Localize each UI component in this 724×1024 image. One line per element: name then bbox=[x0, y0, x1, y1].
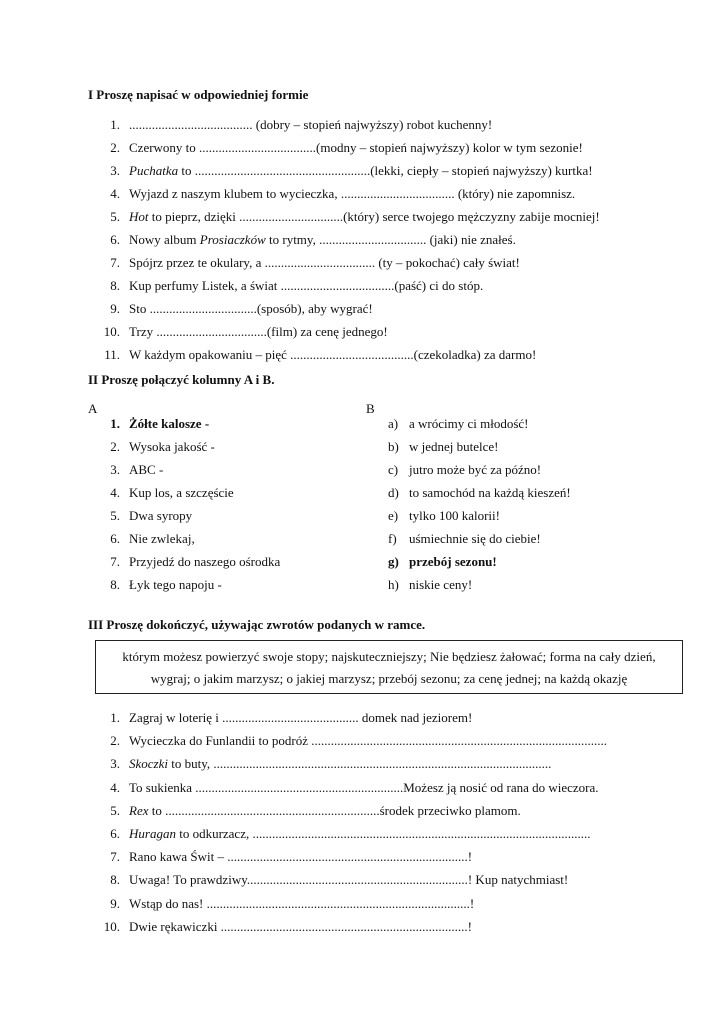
item-letter: a) bbox=[388, 416, 399, 431]
item-text: Wysoka jakość - bbox=[129, 439, 215, 454]
column-b-item bbox=[409, 577, 472, 593]
item-text: Rano kawa Świt – ..........................................................................! bbox=[129, 849, 473, 865]
section3-title: III Proszę dokończyć, używając zwrotów podanych w ramce. bbox=[88, 617, 426, 632]
section2-title: II Proszę połączyć kolumny A i B. bbox=[88, 372, 275, 387]
column-a-item bbox=[129, 577, 222, 593]
item-text: tylko 100 kalorii! bbox=[409, 508, 500, 523]
item-text: przebój sezonu! bbox=[409, 554, 497, 569]
item-text: Wycieczka do Funlandii to podróż ........................................................................................... bbox=[129, 733, 607, 749]
item-text: To sukienka ................................................................Możesz ją nosić od rana do wieczora. bbox=[129, 779, 599, 795]
item-text: to pieprz, dzięki ................................(który) serce twojego mężczyzny zabije mocniej! bbox=[148, 209, 600, 224]
item-number: 1. bbox=[110, 710, 120, 725]
item-text: Łyk tego napoju - bbox=[129, 577, 222, 592]
item-number: 10. bbox=[103, 324, 120, 339]
phrase-box bbox=[95, 640, 683, 694]
exercise-item bbox=[129, 209, 600, 225]
column-b-item bbox=[409, 485, 571, 501]
italic-brand-name: Skoczki bbox=[129, 756, 168, 772]
item-letter: e) bbox=[388, 508, 399, 523]
item-text: Kup perfumy Listek, a świat ...................................(paść) ci do stóp. bbox=[129, 278, 484, 293]
item-text: Przyjedź do naszego ośrodka bbox=[129, 554, 281, 569]
column-a-item bbox=[129, 554, 280, 570]
phrase-box-line-1: którym możesz powierzyć swoje stopy; najskuteczniejszy; Nie będziesz żałować; forma na cały dzień, bbox=[122, 649, 656, 664]
item-number: 4. bbox=[110, 485, 120, 500]
item-number: 4. bbox=[110, 186, 120, 201]
exercise-item bbox=[129, 826, 590, 842]
item-number: 3. bbox=[110, 756, 120, 772]
item-number: 9. bbox=[110, 895, 120, 911]
italic-brand-name: Rex bbox=[129, 802, 149, 818]
exercise-item bbox=[129, 710, 472, 726]
exercise-item bbox=[129, 117, 492, 133]
item-text: to samochód na każdą kieszeń! bbox=[409, 485, 571, 500]
exercise-item bbox=[129, 347, 536, 363]
item-number: 1. bbox=[110, 117, 120, 132]
column-a-item bbox=[129, 439, 215, 455]
item-number: 5. bbox=[110, 209, 120, 224]
italic-brand-name: Huragan bbox=[129, 826, 176, 841]
item-text: Nowy album bbox=[129, 232, 200, 247]
item-number: 8. bbox=[110, 577, 120, 592]
item-letter: h) bbox=[388, 577, 399, 592]
column-a-item bbox=[129, 416, 209, 432]
item-number: 7. bbox=[110, 849, 120, 865]
exercise-item bbox=[129, 803, 521, 819]
item-text: w jednej butelce! bbox=[409, 439, 499, 454]
item-number: 6. bbox=[110, 232, 120, 247]
column-b-item bbox=[409, 416, 529, 432]
column-b-item bbox=[409, 508, 500, 524]
exercise-item bbox=[129, 733, 607, 749]
phrase-box-line-2: wygraj; o jakim marzysz; o jakiej marzysz; przebój sezonu; za cenę jednej; na każdą okazję bbox=[150, 671, 628, 686]
exercise-item bbox=[129, 301, 373, 317]
column-a-item bbox=[129, 531, 195, 547]
item-text: to buty, ........................................................................................................ bbox=[167, 756, 552, 772]
item-letter: f) bbox=[388, 531, 397, 546]
item-letter: g) bbox=[388, 554, 399, 569]
item-text: Nie zwlekaj, bbox=[129, 531, 195, 546]
column-a-label: A bbox=[88, 401, 98, 416]
column-a-item bbox=[129, 462, 163, 478]
item-text: Dwa syropy bbox=[129, 508, 193, 523]
item-number: 3. bbox=[110, 163, 120, 178]
italic-brand-name: Hot bbox=[129, 209, 149, 224]
item-number: 11. bbox=[104, 347, 120, 362]
item-number: 8. bbox=[110, 278, 120, 293]
item-text: Sto .................................(sposób), aby wygrać! bbox=[129, 301, 373, 316]
item-letter: b) bbox=[388, 439, 399, 454]
item-number: 5. bbox=[110, 802, 120, 818]
exercise-item bbox=[129, 780, 599, 796]
item-number: 3. bbox=[110, 462, 120, 477]
exercise-item bbox=[129, 756, 551, 772]
exercise-item bbox=[129, 278, 483, 294]
item-text: to ......................................................(lekki, ciepły – stopień najwyższy) kurtka! bbox=[178, 163, 593, 178]
exercise-item bbox=[129, 872, 568, 888]
item-number: 7. bbox=[110, 554, 120, 569]
item-text: to odkurzacz, ........................................................................................................ bbox=[175, 826, 591, 841]
column-a-item bbox=[129, 485, 234, 501]
item-text: niskie ceny! bbox=[409, 577, 473, 592]
item-number: 2. bbox=[110, 140, 120, 155]
item-text: W każdym opakowaniu – pięć ......................................(czekoladka) za darmo! bbox=[129, 347, 537, 362]
item-text: Kup los, a szczęście bbox=[129, 485, 234, 500]
column-b-label: B bbox=[366, 401, 375, 416]
column-a-item bbox=[129, 508, 192, 524]
item-text: to ..................................................................środek przeciwko plamom. bbox=[148, 802, 521, 818]
item-text: ABC - bbox=[129, 462, 164, 477]
exercise-item bbox=[129, 255, 520, 271]
column-b-item bbox=[409, 531, 541, 547]
item-text: Zagraj w loterię i .......................................... domek nad jeziorem! bbox=[129, 710, 473, 725]
section1-title: I Proszę napisać w odpowiedniej formie bbox=[88, 87, 309, 102]
exercise-item bbox=[129, 140, 583, 156]
item-text: Uwaga! To prawdziwy....................................................................! Kup natychmiast! bbox=[129, 872, 569, 888]
italic-brand-name: Puchatka bbox=[129, 163, 179, 178]
item-text: Żółte kalosze - bbox=[129, 416, 210, 431]
exercise-item bbox=[129, 849, 472, 865]
item-text: uśmiechnie się do ciebie! bbox=[409, 531, 541, 546]
item-text: Wstąp do nas! .................................................................................! bbox=[129, 895, 475, 911]
item-number: 7. bbox=[110, 255, 120, 270]
exercise-item bbox=[129, 232, 516, 248]
column-b-item bbox=[409, 439, 499, 455]
item-text: Czerwony to ....................................(modny – stopień najwyższy) kolor w tym sezonie! bbox=[129, 140, 583, 155]
item-text: Wyjazd z naszym klubem to wycieczka, ................................... (który) nie zapomnisz. bbox=[129, 186, 576, 201]
item-number: 6. bbox=[110, 826, 120, 841]
column-b-item bbox=[409, 554, 497, 570]
item-text: a wrócimy ci młodość! bbox=[409, 416, 529, 431]
exercise-item bbox=[129, 163, 593, 179]
item-text: ...................................... (dobry – stopień najwyższy) robot kuchenny! bbox=[129, 117, 493, 132]
exercise-item bbox=[129, 896, 474, 912]
item-number: 1. bbox=[110, 416, 120, 431]
item-number: 5. bbox=[110, 508, 120, 523]
italic-brand-name: Prosiaczków bbox=[199, 232, 266, 247]
item-number: 2. bbox=[110, 439, 120, 454]
item-text: Trzy ..................................(film) za cenę jednego! bbox=[129, 324, 388, 339]
item-text: Spójrz przez te okulary, a .................................. (ty – pokochać) cały świat! bbox=[129, 255, 520, 270]
item-number: 2. bbox=[110, 733, 120, 749]
exercise-item bbox=[129, 919, 472, 935]
item-number: 8. bbox=[110, 872, 120, 888]
item-number: 4. bbox=[110, 779, 120, 795]
item-text: jutro może być za późno! bbox=[409, 462, 542, 477]
exercise-item bbox=[129, 324, 388, 340]
column-b-item bbox=[409, 462, 541, 478]
item-text: Dwie rękawiczki ............................................................................! bbox=[129, 918, 473, 934]
item-letter: c) bbox=[388, 462, 399, 477]
item-number: 10. bbox=[103, 918, 120, 934]
item-letter: d) bbox=[388, 485, 399, 500]
item-number: 9. bbox=[110, 301, 120, 316]
item-number: 6. bbox=[110, 531, 120, 546]
item-text: to rytmy, ................................. (jaki) nie znałeś. bbox=[265, 232, 516, 247]
exercise-item bbox=[129, 186, 575, 202]
